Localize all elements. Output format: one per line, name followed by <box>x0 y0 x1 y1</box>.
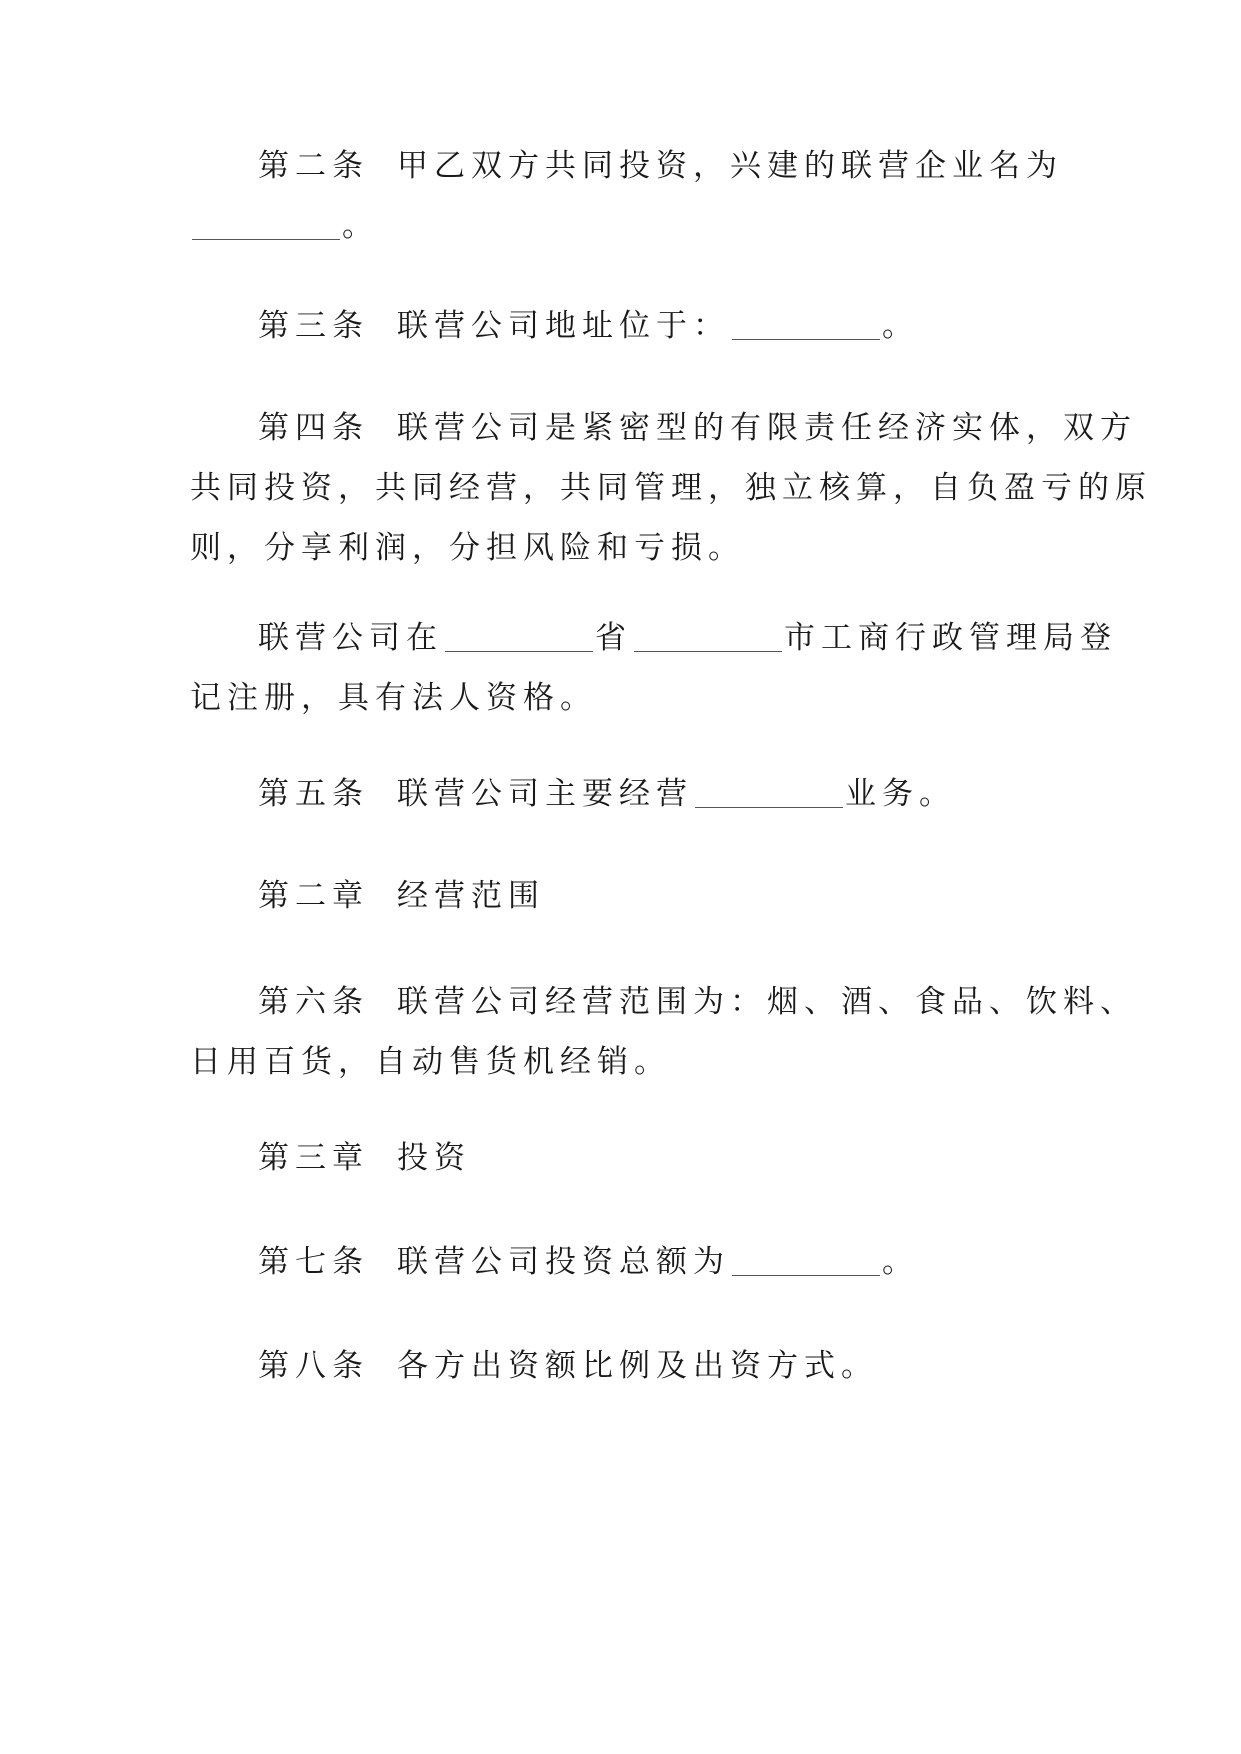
chapter-2-label: 第二章 <box>258 878 369 914</box>
article-7 <box>190 1232 1070 1292</box>
city-blank <box>634 650 782 652</box>
article-8-line-1 <box>190 1336 1070 1396</box>
investment-total-blank <box>732 1274 880 1276</box>
article-7-label: 第七条 <box>258 1244 369 1280</box>
article-3-text: 联营公司地址位于： <box>397 308 730 344</box>
article-5-label: 第五条 <box>258 776 369 812</box>
article-2-line-1 <box>190 136 1070 196</box>
article-5-line-1 <box>190 764 1070 824</box>
article-6-text-1: 联营公司经营范围为：烟、酒、食品、饮料、 <box>397 984 1137 1020</box>
article-2-end: 。 <box>342 208 379 244</box>
registration-part-3: 市工商行政管理局登 <box>784 620 1117 656</box>
article-5 <box>190 764 1070 824</box>
article-4-line-1 <box>190 398 1137 458</box>
article-3-line-1 <box>190 296 1070 356</box>
article-4-line-3: 则，分享利润，分担风险和亏损。 <box>190 530 745 566</box>
article-7-text: 联营公司投资总额为 <box>397 1244 730 1280</box>
company-address-blank <box>732 338 880 340</box>
article-8-text: 各方出资额比例及出资方式。 <box>397 1348 878 1384</box>
article-6-label: 第六条 <box>258 984 369 1020</box>
chapter-2-heading <box>190 866 1070 926</box>
chapter-3-heading <box>190 1128 1070 1188</box>
registration-line-1 <box>190 608 1117 668</box>
article-5-text: 联营公司主要经营 <box>397 776 693 812</box>
article-4-text-1: 联营公司是紧密型的有限责任经济实体，双方 <box>397 410 1137 446</box>
article-4 <box>190 398 1152 578</box>
article-6-line-1 <box>190 972 1137 1032</box>
article-2-label: 第二条 <box>258 148 369 184</box>
registration-part-2: 省 <box>595 620 632 656</box>
article-5-end: 业务。 <box>845 776 956 812</box>
article-2 <box>190 136 1070 256</box>
article-3 <box>190 296 1070 356</box>
article-2-text: 甲乙双方共同投资，兴建的联营企业名为 <box>397 148 1063 184</box>
chapter-3-title: 投资 <box>397 1140 471 1176</box>
chapter-3 <box>190 1128 1070 1188</box>
chapter-2-title: 经营范围 <box>397 878 545 914</box>
chapter-3-label: 第三章 <box>258 1140 369 1176</box>
business-blank <box>695 806 843 808</box>
company-name-blank <box>192 238 340 240</box>
article-8 <box>190 1336 1070 1396</box>
registration-line-2: 记注册，具有法人资格。 <box>190 680 597 716</box>
article-3-label: 第三条 <box>258 308 369 344</box>
article-3-end: 。 <box>882 308 919 344</box>
article-2-line-2 <box>190 196 1070 256</box>
article-6-line-2: 日用百货，自动售货机经销。 <box>190 1044 671 1080</box>
article-4-label: 第四条 <box>258 410 369 446</box>
registration-part-1: 联营公司在 <box>258 620 443 656</box>
province-blank <box>445 650 593 652</box>
chapter-2 <box>190 866 1070 926</box>
article-8-label: 第八条 <box>258 1348 369 1384</box>
article-4-line-2: 共同投资，共同经营，共同管理，独立核算，自负盈亏的原 <box>190 470 1152 506</box>
article-7-line-1 <box>190 1232 1070 1292</box>
article-7-end: 。 <box>882 1244 919 1280</box>
article-4-registration <box>190 608 1117 728</box>
article-6 <box>190 972 1137 1092</box>
